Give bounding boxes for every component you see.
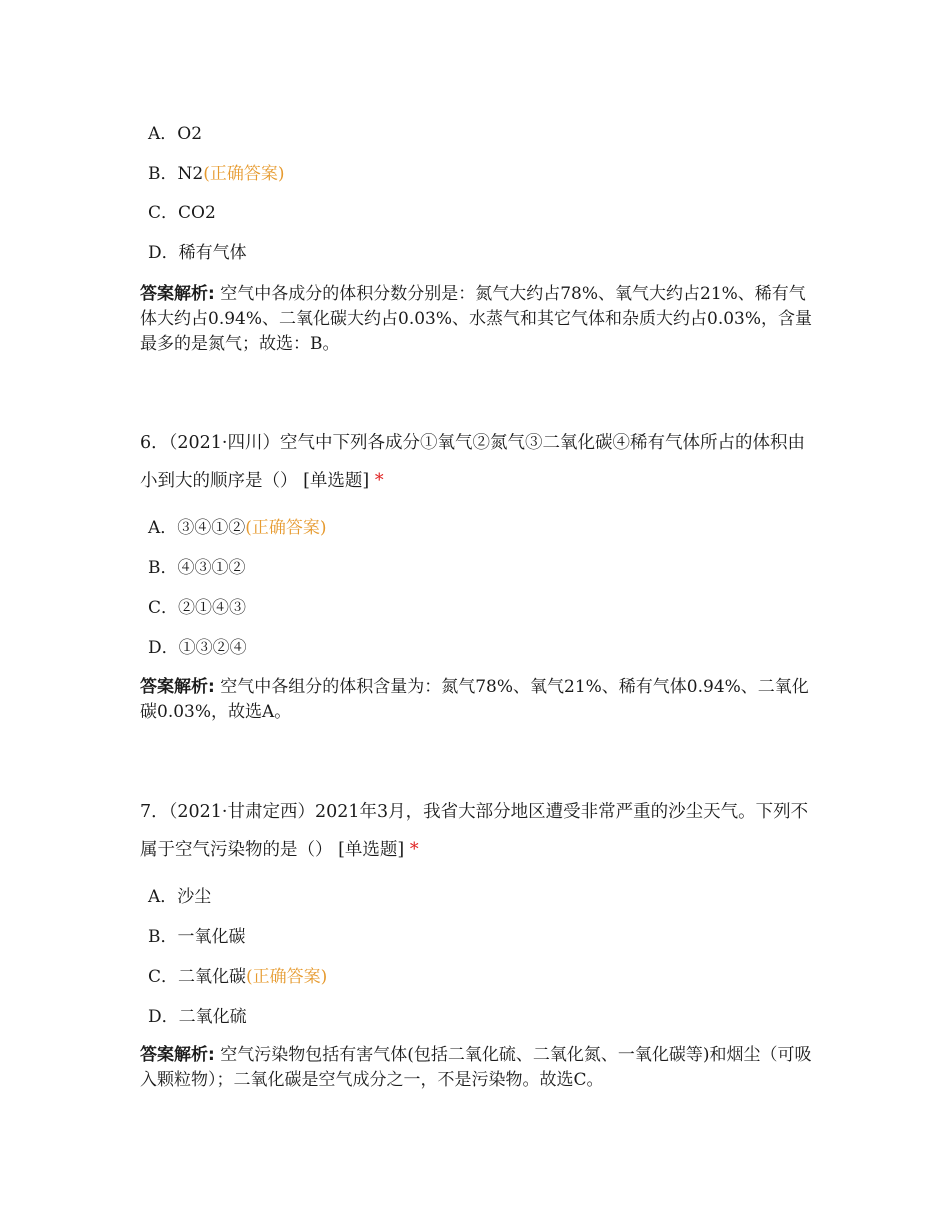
required-mark: * — [374, 471, 384, 491]
explanation-label: 答案解析: — [140, 677, 215, 697]
correct-answer-mark: (正确答案) — [246, 967, 328, 987]
q5-option-a: A．O2 — [148, 124, 203, 144]
q6-option-c: C．②①④③ — [148, 598, 247, 618]
q6-option-a: A．③④①②(正确答案) — [148, 518, 327, 538]
explanation-label: 答案解析: — [140, 1045, 215, 1065]
q7-stem: 7．（2021·甘肃定西）2021年3月，我省大部分地区遭受非常严重的沙尘天气。下列不属于空气污染物的是（） [单选题] * — [140, 802, 809, 860]
q6-option-d: D．①③②④ — [148, 638, 247, 658]
q7-explanation: 答案解析: 空气污染物包括有害气体(包括二氧化硫、二氧化氮、一氧化碳等)和烟尘（可吸入颗粒物）；二氧化碳是空气成分之一，不是污染物。故选C。 — [140, 1045, 812, 1090]
q6-explanation: 答案解析: 空气中各组分的体积含量为：氮气78%、氧气21%、稀有气体0.94%、二氧化碳0.03%，故选A。 — [140, 677, 809, 722]
q6-stem: 6．（2021·四川）空气中下列各成分①氧气②氮气③二氧化碳④稀有气体所占的体积由小到大的顺序是（） [单选题] * — [140, 433, 805, 491]
q7-option-c: C．二氧化碳(正确答案) — [148, 967, 328, 987]
q7-option-a: A．沙尘 — [148, 887, 212, 907]
q7-option-b: B．一氧化碳 — [148, 927, 246, 947]
q6-option-b: B．④③①② — [148, 558, 246, 578]
question-type-tag: [单选题] — [303, 471, 370, 491]
q5-option-c: C．CO2 — [148, 203, 216, 223]
q5-explanation: 答案解析: 空气中各成分的体积分数分别是：氮气大约占78%、氧气大约占21%、稀有气体大约占0.94%、二氧化碳大约占0.03%、水蒸气和其它气体和杂质大约占0.03%，含量最多的是氮气；故选：B。 — [140, 284, 813, 354]
explanation-label: 答案解析: — [140, 284, 215, 304]
question-type-tag: [单选题] — [338, 840, 405, 860]
required-mark: * — [409, 840, 419, 860]
q7-option-d: D．二氧化硫 — [148, 1007, 247, 1027]
q5-option-d: D．稀有气体 — [148, 243, 247, 263]
q5-option-b: B．N2(正确答案) — [148, 164, 285, 184]
correct-answer-mark: (正确答案) — [245, 518, 327, 538]
correct-answer-mark: (正确答案) — [203, 164, 285, 184]
